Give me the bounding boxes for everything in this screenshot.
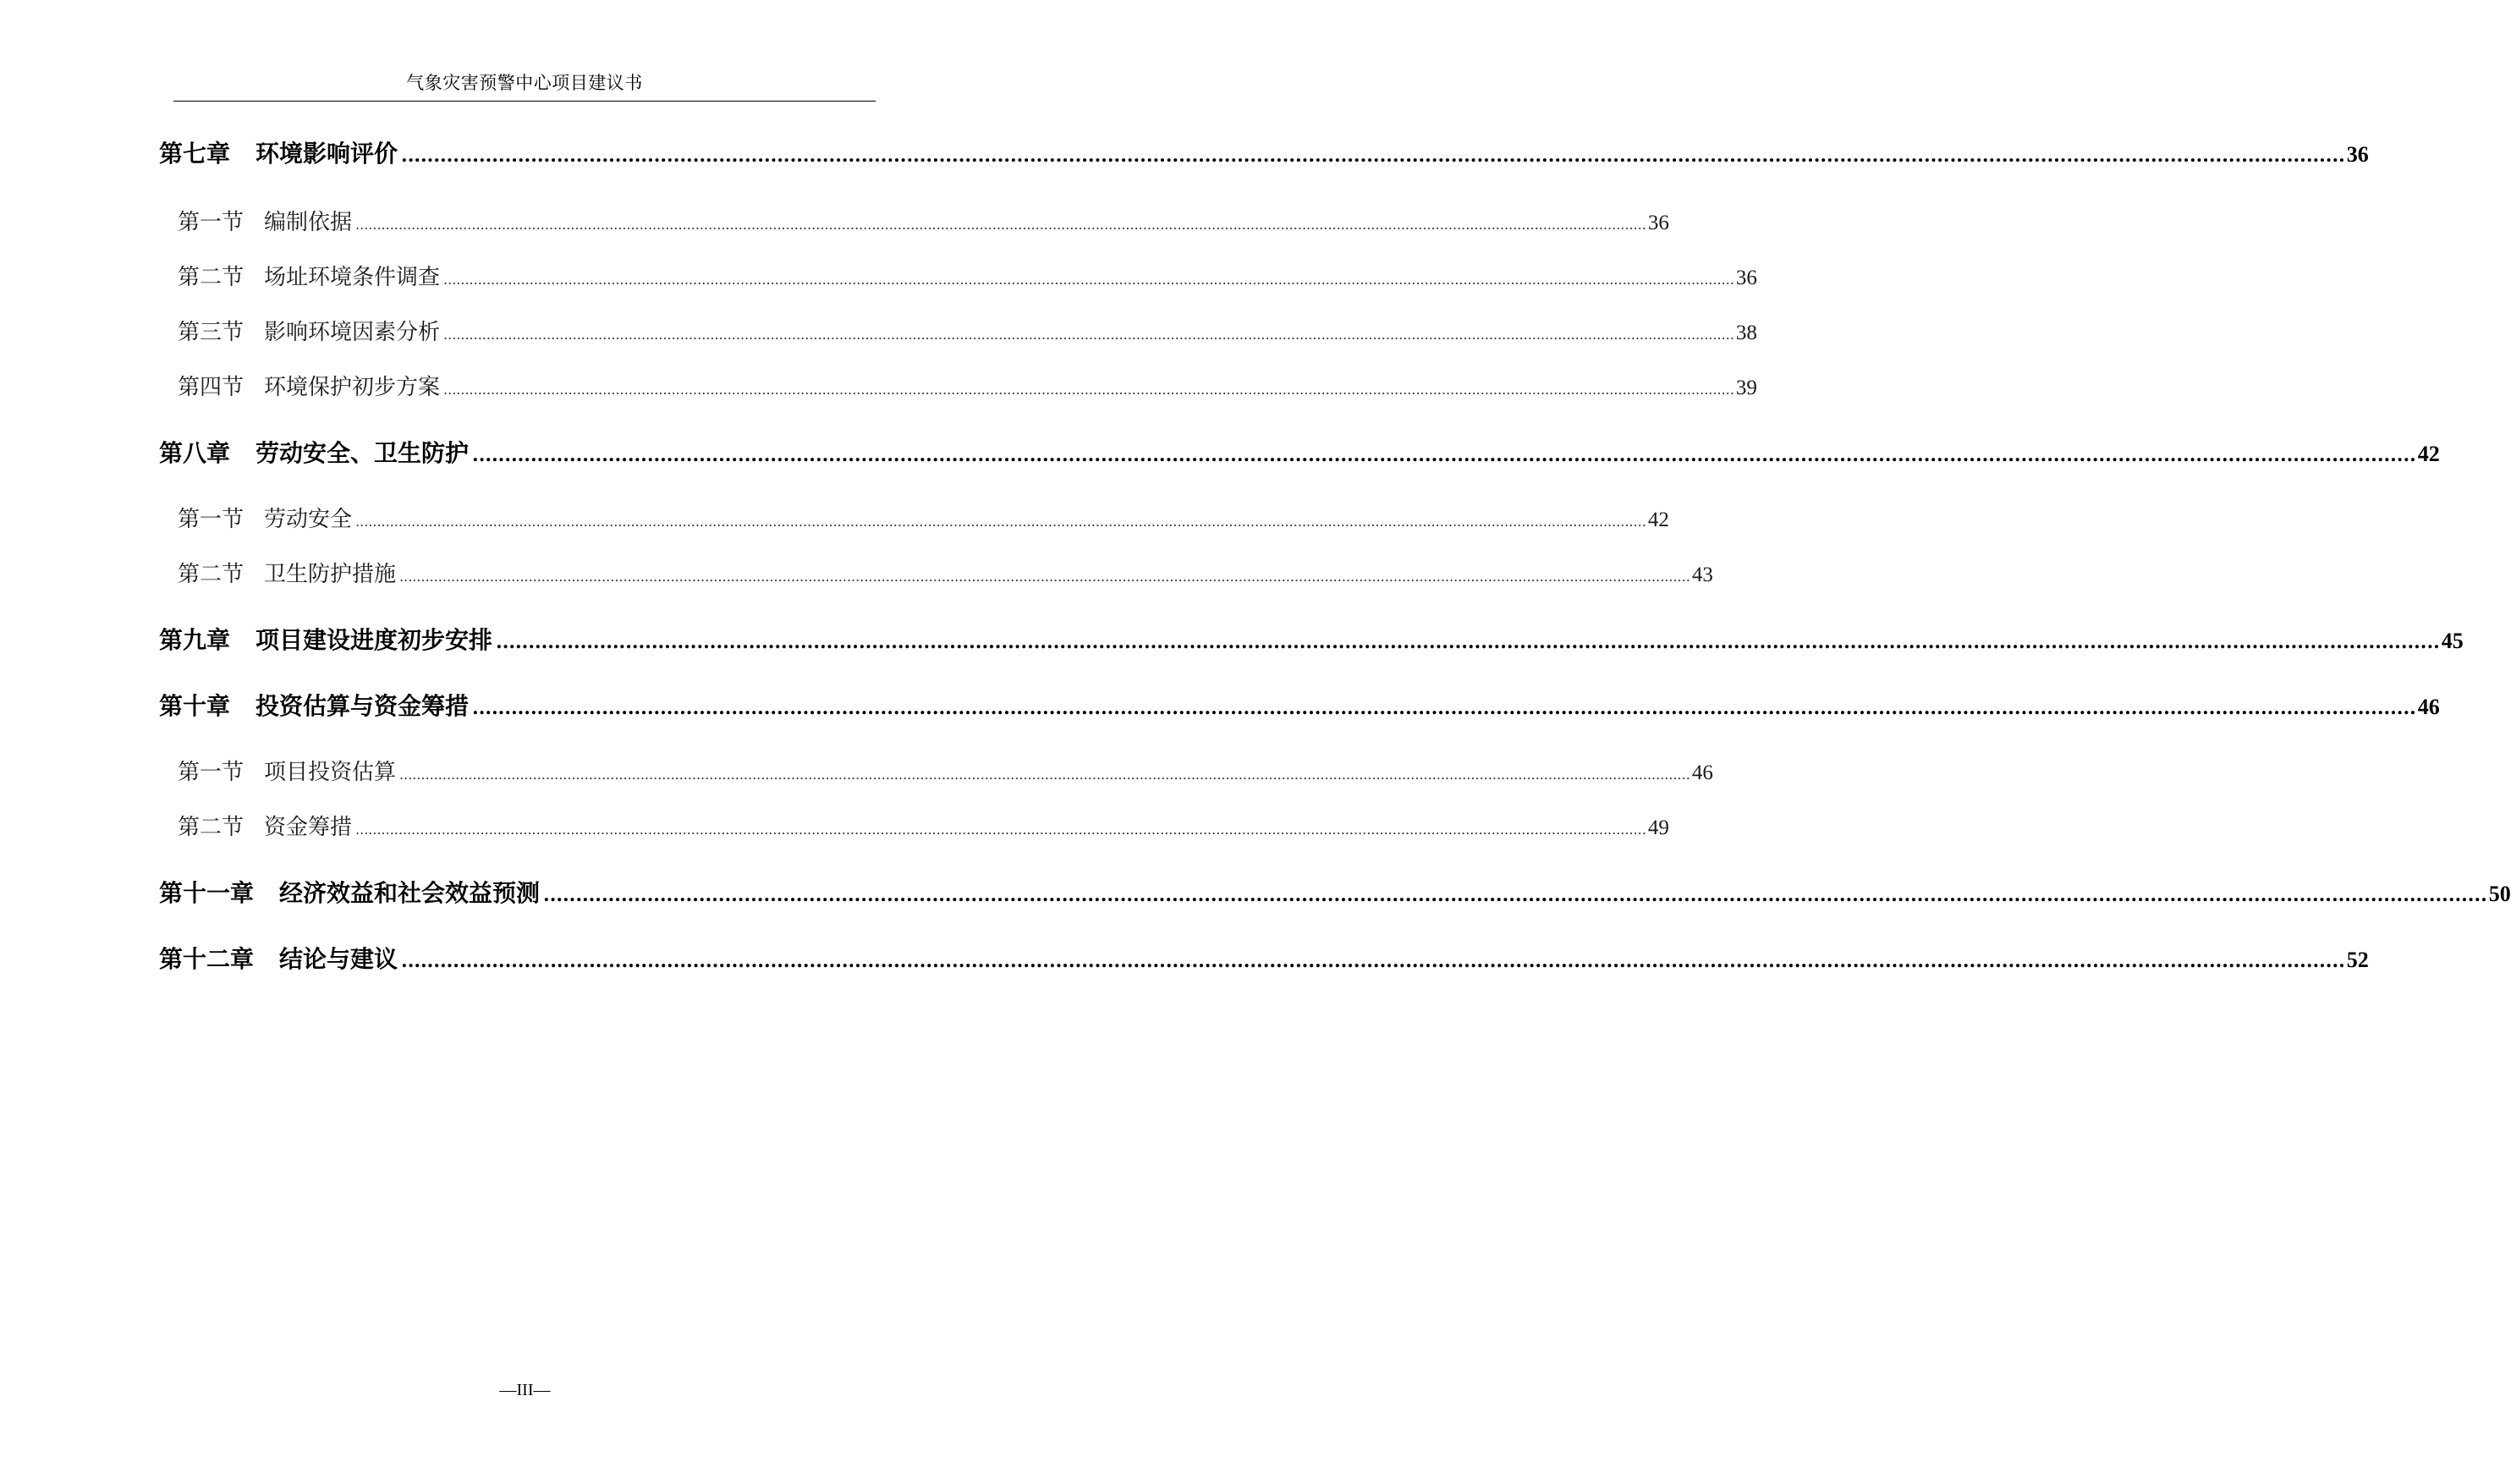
toc-entry-title: 环境影响评价 [255, 140, 398, 168]
dot-leader: ............................................................................................................................................................................................................................................................................................................ [399, 569, 1690, 585]
toc-entry-page: 43 [1691, 563, 1713, 586]
dot-leader: ............................................................................................................................................................................................................................................................................................................ [472, 697, 2416, 719]
toc-entry-page: 45 [2441, 629, 2464, 653]
toc-section-8-2[interactable] [178, 558, 1713, 593]
dot-leader: ............................................................................................................................................................................................................................................................................................................ [543, 884, 2487, 906]
dot-leader: ............................................................................................................................................................................................................................................................................................................ [401, 145, 2345, 167]
toc-entry-number: 第一节 [178, 760, 245, 785]
toc-entry-title: 影响环境因素分析 [264, 320, 441, 345]
toc-entry-page: 36 [2346, 142, 2369, 167]
toc-entry-number: 第十章 [159, 692, 231, 720]
toc-entry-page: 46 [1691, 761, 1713, 784]
toc-entry-title: 编制依据 [264, 210, 353, 235]
toc-entry-title: 结论与建议 [279, 945, 398, 973]
toc-section-10-2[interactable] [178, 811, 1669, 846]
toc-entry-number: 第八章 [159, 439, 231, 467]
toc-section-10-1[interactable] [178, 756, 1713, 791]
toc-chapter-8[interactable] [159, 437, 2440, 472]
toc-entry-number: 第一节 [178, 210, 245, 235]
dot-leader: ............................................................................................................................................................................................................................................................................................................ [496, 631, 2440, 653]
toc-entry-title: 项目建设进度初步安排 [255, 626, 493, 654]
toc-entry-page: 38 [1735, 322, 1757, 344]
toc-chapter-9[interactable] [159, 624, 2464, 659]
toc-section-7-2[interactable] [178, 261, 1757, 296]
toc-entry-title: 环境保护初步方案 [264, 375, 441, 400]
toc-entry-page: 49 [1647, 816, 1669, 839]
dot-leader: ............................................................................................................................................................................................................................................................................................................ [443, 382, 1734, 398]
dot-leader: ............................................................................................................................................................................................................................................................................................................ [355, 822, 1646, 838]
toc-chapter-10[interactable] [159, 690, 2440, 725]
dot-leader: ............................................................................................................................................................................................................................................................................................................ [355, 514, 1646, 530]
toc-entry-number: 第四节 [178, 375, 245, 400]
toc-entry-title: 项目投资估算 [264, 760, 397, 785]
toc-entry-title: 经济效益和社会效益预测 [279, 879, 541, 907]
toc-chapter-12[interactable] [159, 943, 2369, 978]
toc-entry-title: 卫生防护措施 [264, 562, 397, 587]
toc-entry-title: 劳动安全 [264, 507, 353, 532]
toc-entry-number: 第二节 [178, 265, 245, 290]
toc-entry-number: 第十二章 [159, 945, 255, 973]
dot-leader: ............................................................................................................................................................................................................................................................................................................ [472, 444, 2416, 466]
toc-entry-title: 投资估算与资金筹措 [255, 692, 470, 720]
dot-leader: ............................................................................................................................................................................................................................................................................................................ [443, 272, 1734, 288]
toc-entry-page: 39 [1735, 376, 1757, 399]
running-header: 气象灾害预警中心项目建议书 [406, 73, 643, 93]
toc-entry-number: 第七章 [159, 140, 231, 168]
toc-entry-page: 42 [2417, 442, 2440, 466]
toc-entry-page: 36 [1647, 212, 1669, 234]
toc-entry-number: 第三节 [178, 320, 245, 345]
toc-section-7-1[interactable] [178, 206, 1669, 241]
page-number: —III— [499, 1381, 551, 1399]
toc-section-7-3[interactable] [178, 316, 1757, 351]
toc-entry-page: 50 [2488, 882, 2511, 906]
toc-entry-number: 第一节 [178, 507, 245, 532]
toc-section-8-1[interactable] [178, 503, 1669, 538]
dot-leader: ............................................................................................................................................................................................................................................................................................................ [355, 217, 1646, 233]
toc-entry-title: 场址环境条件调查 [264, 265, 441, 290]
toc-entry-number: 第十一章 [159, 879, 255, 907]
toc-entry-number: 第二节 [178, 815, 245, 840]
toc-entry-page: 42 [1647, 508, 1669, 531]
toc-chapter-11[interactable] [159, 877, 2511, 912]
toc-entry-page: 46 [2417, 695, 2440, 719]
toc-chapter-7[interactable] [159, 137, 2369, 173]
toc-entry-number: 第二节 [178, 562, 245, 587]
toc-entry-page: 52 [2346, 948, 2369, 972]
toc-entry-number: 第九章 [159, 626, 231, 654]
toc-entry-title: 劳动安全、卫生防护 [255, 439, 470, 467]
dot-leader: ............................................................................................................................................................................................................................................................................................................ [399, 767, 1690, 783]
dot-leader: ............................................................................................................................................................................................................................................................................................................ [443, 327, 1734, 343]
toc-entry-page: 36 [1735, 267, 1757, 289]
toc-section-7-4[interactable] [178, 371, 1757, 406]
toc-entry-title: 资金筹措 [264, 815, 353, 840]
dot-leader: ............................................................................................................................................................................................................................................................................................................ [401, 950, 2345, 972]
